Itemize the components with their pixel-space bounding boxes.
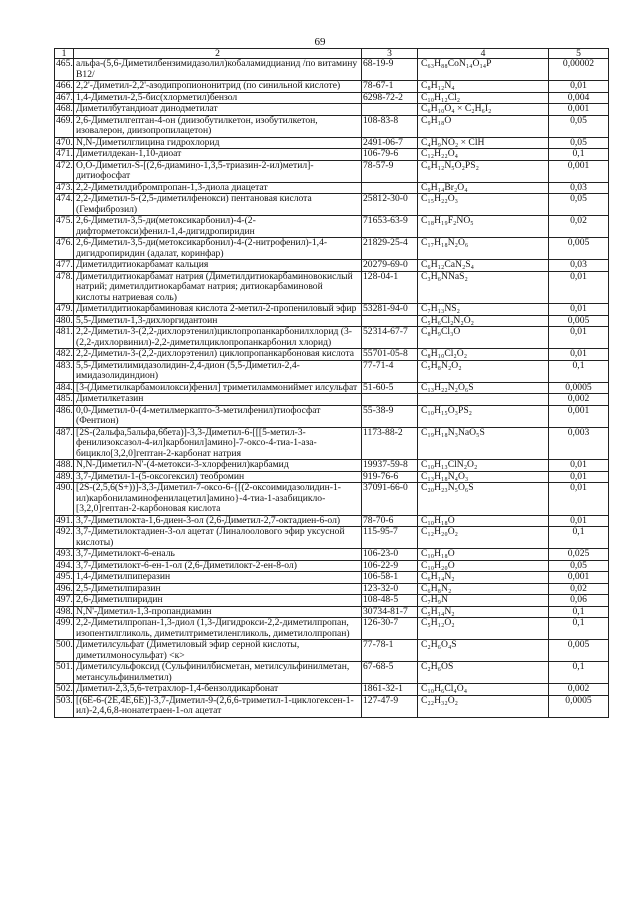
table-row <box>55 360 609 382</box>
table-row <box>55 92 609 104</box>
table-row <box>55 560 609 572</box>
formula: C₆H₁₂CaN₂S₄ <box>418 260 549 272</box>
limit-value: 0,06 <box>549 595 609 607</box>
substance-name: 2,5-Диметилпиразин <box>74 583 362 595</box>
cas-number: 51-60-5 <box>362 382 418 394</box>
substance-name: 1,4-Диметил-2,5-бис(хлорметил)бензол <box>74 92 362 104</box>
substance-name: 0,0-Диметил-0-(4-метилмеркапто-3-метилфенил)тиофосфат (Фентион) <box>74 405 362 427</box>
limit-value: 0,01 <box>549 327 609 349</box>
limit-value: 0,0005 <box>549 695 609 717</box>
formula: C₂₀H₂₃N₅O₆S <box>418 483 549 516</box>
limit-value: 0,05 <box>549 115 609 137</box>
table-row <box>55 606 609 618</box>
table-row <box>55 81 609 93</box>
formula: C₈H₁₀Cl₂O₂ <box>418 349 549 361</box>
formula: C₉H₁₈O <box>418 115 549 137</box>
table-row <box>55 405 609 427</box>
substance-name: Диметилкетазин <box>74 394 362 406</box>
substance-name: 2,2-Диметил-3-(2,2-дихлорэтенил)циклопропанкарбонилхлорид (3-(2,2-дихлорвинил)-2,2-диметилциклопропанкарбонил хлорид) <box>74 327 362 349</box>
table-row <box>55 137 609 149</box>
cas-number: 106-58-1 <box>362 572 418 584</box>
header-col-1: 1 <box>55 49 74 59</box>
substance-name: 2,6-Диметилгептан-4-он (диизобутилкетон, изобутилкетон, изовалерон, диизопропилацетон) <box>74 115 362 137</box>
cas-number: 77-71-4 <box>362 360 418 382</box>
formula: C₁₇H₁₈N₂O₆ <box>418 238 549 260</box>
cas-number: 71653-63-9 <box>362 216 418 238</box>
table-row <box>55 216 609 238</box>
table-row <box>55 695 609 717</box>
cas-number: 77-78-1 <box>362 640 418 662</box>
formula: C₁₈H₁₉F₂NO₅ <box>418 216 549 238</box>
formula: C₁₃H₁₈N₄O₃ <box>418 471 549 483</box>
substance-name: 3,7-Диметилоктадиен-3-ол ацетат (Линалоолового эфир уксусной кислоты) <box>74 527 362 549</box>
limit-value: 0,01 <box>549 304 609 316</box>
formula: C₆₃H₈₈CoN₁₄O₁₄P <box>418 59 549 81</box>
limit-value: 0,005 <box>549 238 609 260</box>
formula: C₁₃H₂₂N₂O₆S <box>418 382 549 394</box>
row-number: 489. <box>56 470 73 482</box>
substance-name: 2,2-Диметил-3-(2,2-дихлорэтенил) циклопропанкарбоновая кислота <box>74 349 362 361</box>
limit-value: 0,001 <box>549 572 609 584</box>
substance-name: Диметилсульфат (Диметиловый эфир серной кислоты, диметилмоносульфат) <к> <box>74 640 362 662</box>
formula: C₁₀H₁₈O <box>418 549 549 561</box>
substance-name: Диметилбутандиоат динодметилат <box>74 104 362 116</box>
limit-value: 0,002 <box>549 684 609 696</box>
row-number: 468. <box>56 103 73 114</box>
row-number: 496. <box>56 582 73 594</box>
row-number: 471. <box>56 148 73 159</box>
substance-name: [(6E-6-(2E,4E,6E)]-3,7-Диметил-9-(2,6,6-триметил-1-циклогексен-1-ил)-2,4,6,8-нонатетраен-1-ол ацетат <box>74 695 362 717</box>
table-row <box>55 427 609 460</box>
limit-value: 0,1 <box>549 527 609 549</box>
substance-name: Диметилдитиокарбамат натрия (Диметилдитиокарбаминовокислый натрий; диметилдитиокарбамат натрия; дитиокарбаминовой кислоты натриевая соль) <box>74 271 362 304</box>
row-number: 470. <box>56 136 73 148</box>
substance-name: 5,5-Диметил-1,3-дихлоргидантоин <box>74 315 362 327</box>
formula: C₉H₁₄Br₂O₄ <box>418 182 549 194</box>
cas-number: 19937-59-8 <box>362 460 418 472</box>
substance-name: Диметилсульфоксид (Сульфинилбисметан, метилсульфинилметан, метансульфинилметил) <box>74 662 362 684</box>
formula: C₁₀H₆Cl₄O₄ <box>418 684 549 696</box>
row-number: 503. <box>55 695 74 717</box>
limit-value: 0,02 <box>549 583 609 595</box>
substance-name: Диметилдитиокарбамат кальция <box>74 260 362 272</box>
substance-name: О,О-Диметил-S-[(2,6-диамино-1,3,5-триазин-2-ил)метил]-дитиофосфат <box>74 160 362 182</box>
row-number: 481. <box>55 327 74 349</box>
table-row <box>55 149 609 161</box>
row-number: 477. <box>56 259 73 270</box>
substance-name: 3,7-Диметилокт-6-еналь <box>74 549 362 561</box>
substance-name: 2,6-Диметил-3,5-ди(метоксикарбонил)-4-(2-нитрофенил)-1,4-дигидропиридин (адалат, коринфар) <box>74 238 362 260</box>
substance-name: 2,6-Диметил-3,5-ди(метоксикарбонил)-4-(2-дифторметокси)фенил-1,4-дигидропиридин <box>74 216 362 238</box>
cas-number: 25812-30-0 <box>362 194 418 216</box>
table-row <box>55 182 609 194</box>
substance-name: 1,4-Диметилпиперазин <box>74 572 362 584</box>
header-col-3: 3 <box>362 49 418 59</box>
row-number: 472. <box>55 160 74 182</box>
row-number: 494. <box>56 559 73 571</box>
formula: C₈H₁₂N₄ <box>418 81 549 93</box>
table-row <box>55 194 609 216</box>
substance-name: 5,5-Диметилимидазолидин-2,4-дион (5,5-Диметил-2,4-имидазолидиндион) <box>74 360 362 382</box>
substance-name: 2,2'-Диметил-2,2'-азодипропиононитрид (по синильной кислоте) <box>74 81 362 93</box>
row-number: 495. <box>56 571 73 582</box>
limit-value: 0,1 <box>549 606 609 618</box>
cas-number: 68-19-9 <box>362 59 418 81</box>
substance-name: N,N'-Диметил-1,3-пропандиамин <box>74 606 362 618</box>
cas-number: 55-38-9 <box>362 405 418 427</box>
table-row <box>55 104 609 116</box>
table-row <box>55 315 609 327</box>
table-row <box>55 394 609 406</box>
row-number: 469. <box>55 115 74 137</box>
formula: C₂₂H₃₂O₂ <box>418 695 549 717</box>
substance-name: 3,7-Диметилокта-1,6-диен-3-ол (2,6-Диметил-2,7-октадиен-6-ол) <box>74 515 362 527</box>
limit-value: 0,01 <box>549 81 609 93</box>
cas-number: 123-32-0 <box>362 583 418 595</box>
row-number: 479. <box>56 303 73 314</box>
table-row <box>55 271 609 304</box>
formula: C₅H₁₂O₂ <box>418 618 549 640</box>
formula: C₆H₁₄N₂ <box>418 572 549 584</box>
table-row <box>55 260 609 272</box>
substances-table <box>54 48 609 718</box>
table-row <box>55 238 609 260</box>
formula: C₁₂H₂₂O₄ <box>418 149 549 161</box>
substance-name: 3,7-Диметил-1-(5-оксогексил) теобромин <box>74 471 362 483</box>
limit-value: 0,03 <box>549 260 609 272</box>
table-row <box>55 349 609 361</box>
formula: C₅H₈N₂O₂ <box>418 360 549 382</box>
row-number: 484. <box>56 381 73 393</box>
table-row <box>55 382 609 394</box>
row-number: 498. <box>56 605 73 617</box>
table-row <box>55 115 609 137</box>
limit-value: 0,001 <box>549 405 609 427</box>
substance-name: Диметил-2,3,5,6-тетрахлор-1,4-бензолдикарбонат <box>74 684 362 696</box>
formula: C₆H₁₂N₅O₂PS₂ <box>418 160 549 182</box>
limit-value: 0,01 <box>549 471 609 483</box>
table-row <box>55 618 609 640</box>
limit-value: 0,1 <box>549 149 609 161</box>
substance-name: 2,2-Диметилпропан-1,3-диол (1,3-Дигидрокси-2,2-диметилпропан, изопентилгликоль, диметилтриметиленгликоль, диметилолпропан) <box>74 618 362 640</box>
table-row <box>55 327 609 349</box>
table-row <box>55 471 609 483</box>
formula: C₁₅H₂₂O₃ <box>418 194 549 216</box>
row-number: 480. <box>56 314 73 326</box>
cas-number <box>362 104 418 116</box>
substance-name: альфа-(5,6-Диметилбензимидазолил)кобаламидцианид /по витамину В12/ <box>74 59 362 81</box>
cas-number: 21829-25-4 <box>362 238 418 260</box>
row-number: 497. <box>56 594 73 605</box>
substance-name: 2,6-Диметилпиридин <box>74 595 362 607</box>
cas-number: 127-47-9 <box>362 695 418 717</box>
table-row <box>55 595 609 607</box>
limit-value: 0,002 <box>549 394 609 406</box>
limit-value: 0,01 <box>549 460 609 472</box>
cas-number: 30734-81-7 <box>362 606 418 618</box>
substance-name: Диметилдекан-1,10-диоат <box>74 149 362 161</box>
row-number: 490. <box>55 483 74 516</box>
table-row <box>55 583 609 595</box>
cas-number: 78-70-6 <box>362 515 418 527</box>
row-number: 474. <box>55 194 74 216</box>
formula: C₁₂H₂₀O₂ <box>418 527 549 549</box>
row-number: 486. <box>55 405 74 427</box>
substance-name: N,N-Диметил-N'-(4-метокси-3-хлорфенил)карбамид <box>74 460 362 472</box>
cas-number: 106-22-9 <box>362 560 418 572</box>
row-number: 500. <box>55 640 74 662</box>
formula: C₅H₆Cl₂N₂O₂ <box>418 315 549 327</box>
table-row <box>55 483 609 516</box>
limit-value: 0,005 <box>549 640 609 662</box>
limit-value: 0,1 <box>549 360 609 382</box>
row-number: 488. <box>56 459 73 470</box>
table-row <box>55 572 609 584</box>
limit-value: 0,003 <box>549 427 609 460</box>
row-number: 478. <box>55 271 74 304</box>
cas-number: 106-79-6 <box>362 149 418 161</box>
header-row <box>55 49 609 59</box>
substance-name: Диметилдитиокарбаминовая кислота 2-метил-2-пропениловый эфир <box>74 304 362 316</box>
row-number: 502. <box>56 683 73 694</box>
formula: C₁₀H₁₅O₃PS₂ <box>418 405 549 427</box>
table-row <box>55 160 609 182</box>
formula: C₇H₁₃NS₂ <box>418 304 549 316</box>
cas-number: 67-68-5 <box>362 662 418 684</box>
cas-number <box>362 394 418 406</box>
formula: C₆H₈N₂ <box>418 583 549 595</box>
page-number: 69 <box>314 36 326 48</box>
header-col-5: 5 <box>549 49 609 59</box>
cas-number: 106-23-0 <box>362 549 418 561</box>
cas-number: 6298-72-2 <box>362 92 418 104</box>
table-row <box>55 662 609 684</box>
limit-value: 0,1 <box>549 662 609 684</box>
row-number: 491. <box>56 514 73 526</box>
row-number: 483. <box>55 360 74 382</box>
cas-number: 128-04-1 <box>362 271 418 304</box>
formula: C₁₀H₂₀O <box>418 560 549 572</box>
formula: C₂H₆O₄S <box>418 640 549 662</box>
formula: C₁₉H₁₈N₃NaO₅S <box>418 427 549 460</box>
formula: C₁₀H₁₂Cl₂ <box>418 92 549 104</box>
header-col-2: 2 <box>74 49 362 59</box>
limit-value: 0,005 <box>549 315 609 327</box>
limit-value: 0,001 <box>549 104 609 116</box>
formula <box>418 394 549 406</box>
table-row <box>55 527 609 549</box>
formula: C₂H₆OS <box>418 662 549 684</box>
table-row <box>55 640 609 662</box>
limit-value: 0,025 <box>549 549 609 561</box>
limit-value: 0,02 <box>549 216 609 238</box>
substance-name: N,N-Диметилглицина гидрохлорид <box>74 137 362 149</box>
substance-name: 2,2-Диметилдибромпропан-1,3-диола диацетат <box>74 182 362 194</box>
cas-number: 53281-94-0 <box>362 304 418 316</box>
limit-value: 0,03 <box>549 182 609 194</box>
limit-value: 0,0005 <box>549 382 609 394</box>
cas-number: 1173-88-2 <box>362 427 418 460</box>
table-row <box>55 515 609 527</box>
row-number: 499. <box>55 618 74 640</box>
formula: C₁₀H₁₈O <box>418 515 549 527</box>
cas-number: 108-48-5 <box>362 595 418 607</box>
row-number: 476. <box>55 238 74 260</box>
cas-number: 55701-05-8 <box>362 349 418 361</box>
cas-number: 115-95-7 <box>362 527 418 549</box>
formula: C₅H₁₄N₂ <box>418 606 549 618</box>
limit-value: 0,01 <box>549 349 609 361</box>
row-number: 475. <box>55 216 74 238</box>
row-number: 466. <box>56 80 73 91</box>
formula: C₇H₉N <box>418 595 549 607</box>
limit-value: 0,004 <box>549 92 609 104</box>
row-number: 487. <box>55 427 74 460</box>
limit-value: 0,001 <box>549 160 609 182</box>
formula: C₈H₉Cl₃O <box>418 327 549 349</box>
row-number: 492. <box>55 527 74 549</box>
row-number: 485. <box>56 393 73 404</box>
limit-value: 0,00002 <box>549 59 609 81</box>
cas-number: 52314-67-7 <box>362 327 418 349</box>
formula: C₃H₆NNaS₂ <box>418 271 549 304</box>
limit-value: 0,01 <box>549 483 609 516</box>
limit-value: 0,01 <box>549 515 609 527</box>
table-row <box>55 684 609 696</box>
limit-value: 0,01 <box>549 271 609 304</box>
cas-number: 1861-32-1 <box>362 684 418 696</box>
substance-name: [2S-(2альфа,5альфа,6бета)]-3,3-Диметил-6-[[[5-метил-3-фенилизоксазол-4-ил]карбонил]амино]-7-оксо-4-тиа-1-аза-бицикло[3,2,0]гептан-2-карбонат натрия <box>74 427 362 460</box>
cas-number: 108-83-8 <box>362 115 418 137</box>
limit-value: 0,1 <box>549 618 609 640</box>
table-row <box>55 549 609 561</box>
row-number: 465. <box>55 59 74 81</box>
limit-value: 0,05 <box>549 194 609 216</box>
row-number: 482. <box>56 348 73 359</box>
substance-name: [2S-(2,5,6(S+))]-3,3-Диметил-7-оксо-6-{[(2-оксоимидазолидин-1-ил)карбониламинофенилацетил]амино}-4-тиа-1-азабицикло-[3,2,0]гептан-2-карбоновая кислота <box>74 483 362 516</box>
table-row <box>55 59 609 81</box>
cas-number <box>362 315 418 327</box>
cas-number: 20279-69-0 <box>362 260 418 272</box>
cas-number: 126-30-7 <box>362 618 418 640</box>
formula: C₄H₉NO₂ × ClH <box>418 137 549 149</box>
cas-number <box>362 182 418 194</box>
substance-name: 2,2-Диметил-5-(2,5-диметилфенокси) пентановая кислота (Гемфиброзил) <box>74 194 362 216</box>
row-number: 493. <box>56 548 73 559</box>
cas-number: 919-76-6 <box>362 471 418 483</box>
cas-number: 78-67-1 <box>362 81 418 93</box>
row-number: 473. <box>56 181 73 193</box>
cas-number: 2491-06-7 <box>362 137 418 149</box>
header-col-4: 4 <box>418 49 549 59</box>
cas-number: 37091-66-0 <box>362 483 418 516</box>
substance-name: 3,7-Диметилокт-6-ен-1-ол (2,6-Диметилокт-2-ен-8-ол) <box>74 560 362 572</box>
cas-number: 78-57-9 <box>362 160 418 182</box>
row-number: 467. <box>56 91 73 103</box>
row-number: 501. <box>55 662 74 684</box>
table-row <box>55 304 609 316</box>
limit-value: 0,05 <box>549 560 609 572</box>
table-row <box>55 460 609 472</box>
formula: C₆H₁₀O₄ × C₂H₆I₂ <box>418 104 549 116</box>
substance-name: [3-(Диметилкарбамоилокси)фенил] триметиламмониймет илсульфат <box>74 382 362 394</box>
limit-value: 0,05 <box>549 137 609 149</box>
formula: C₁₀H₁₃ClN₂O₂ <box>418 460 549 472</box>
